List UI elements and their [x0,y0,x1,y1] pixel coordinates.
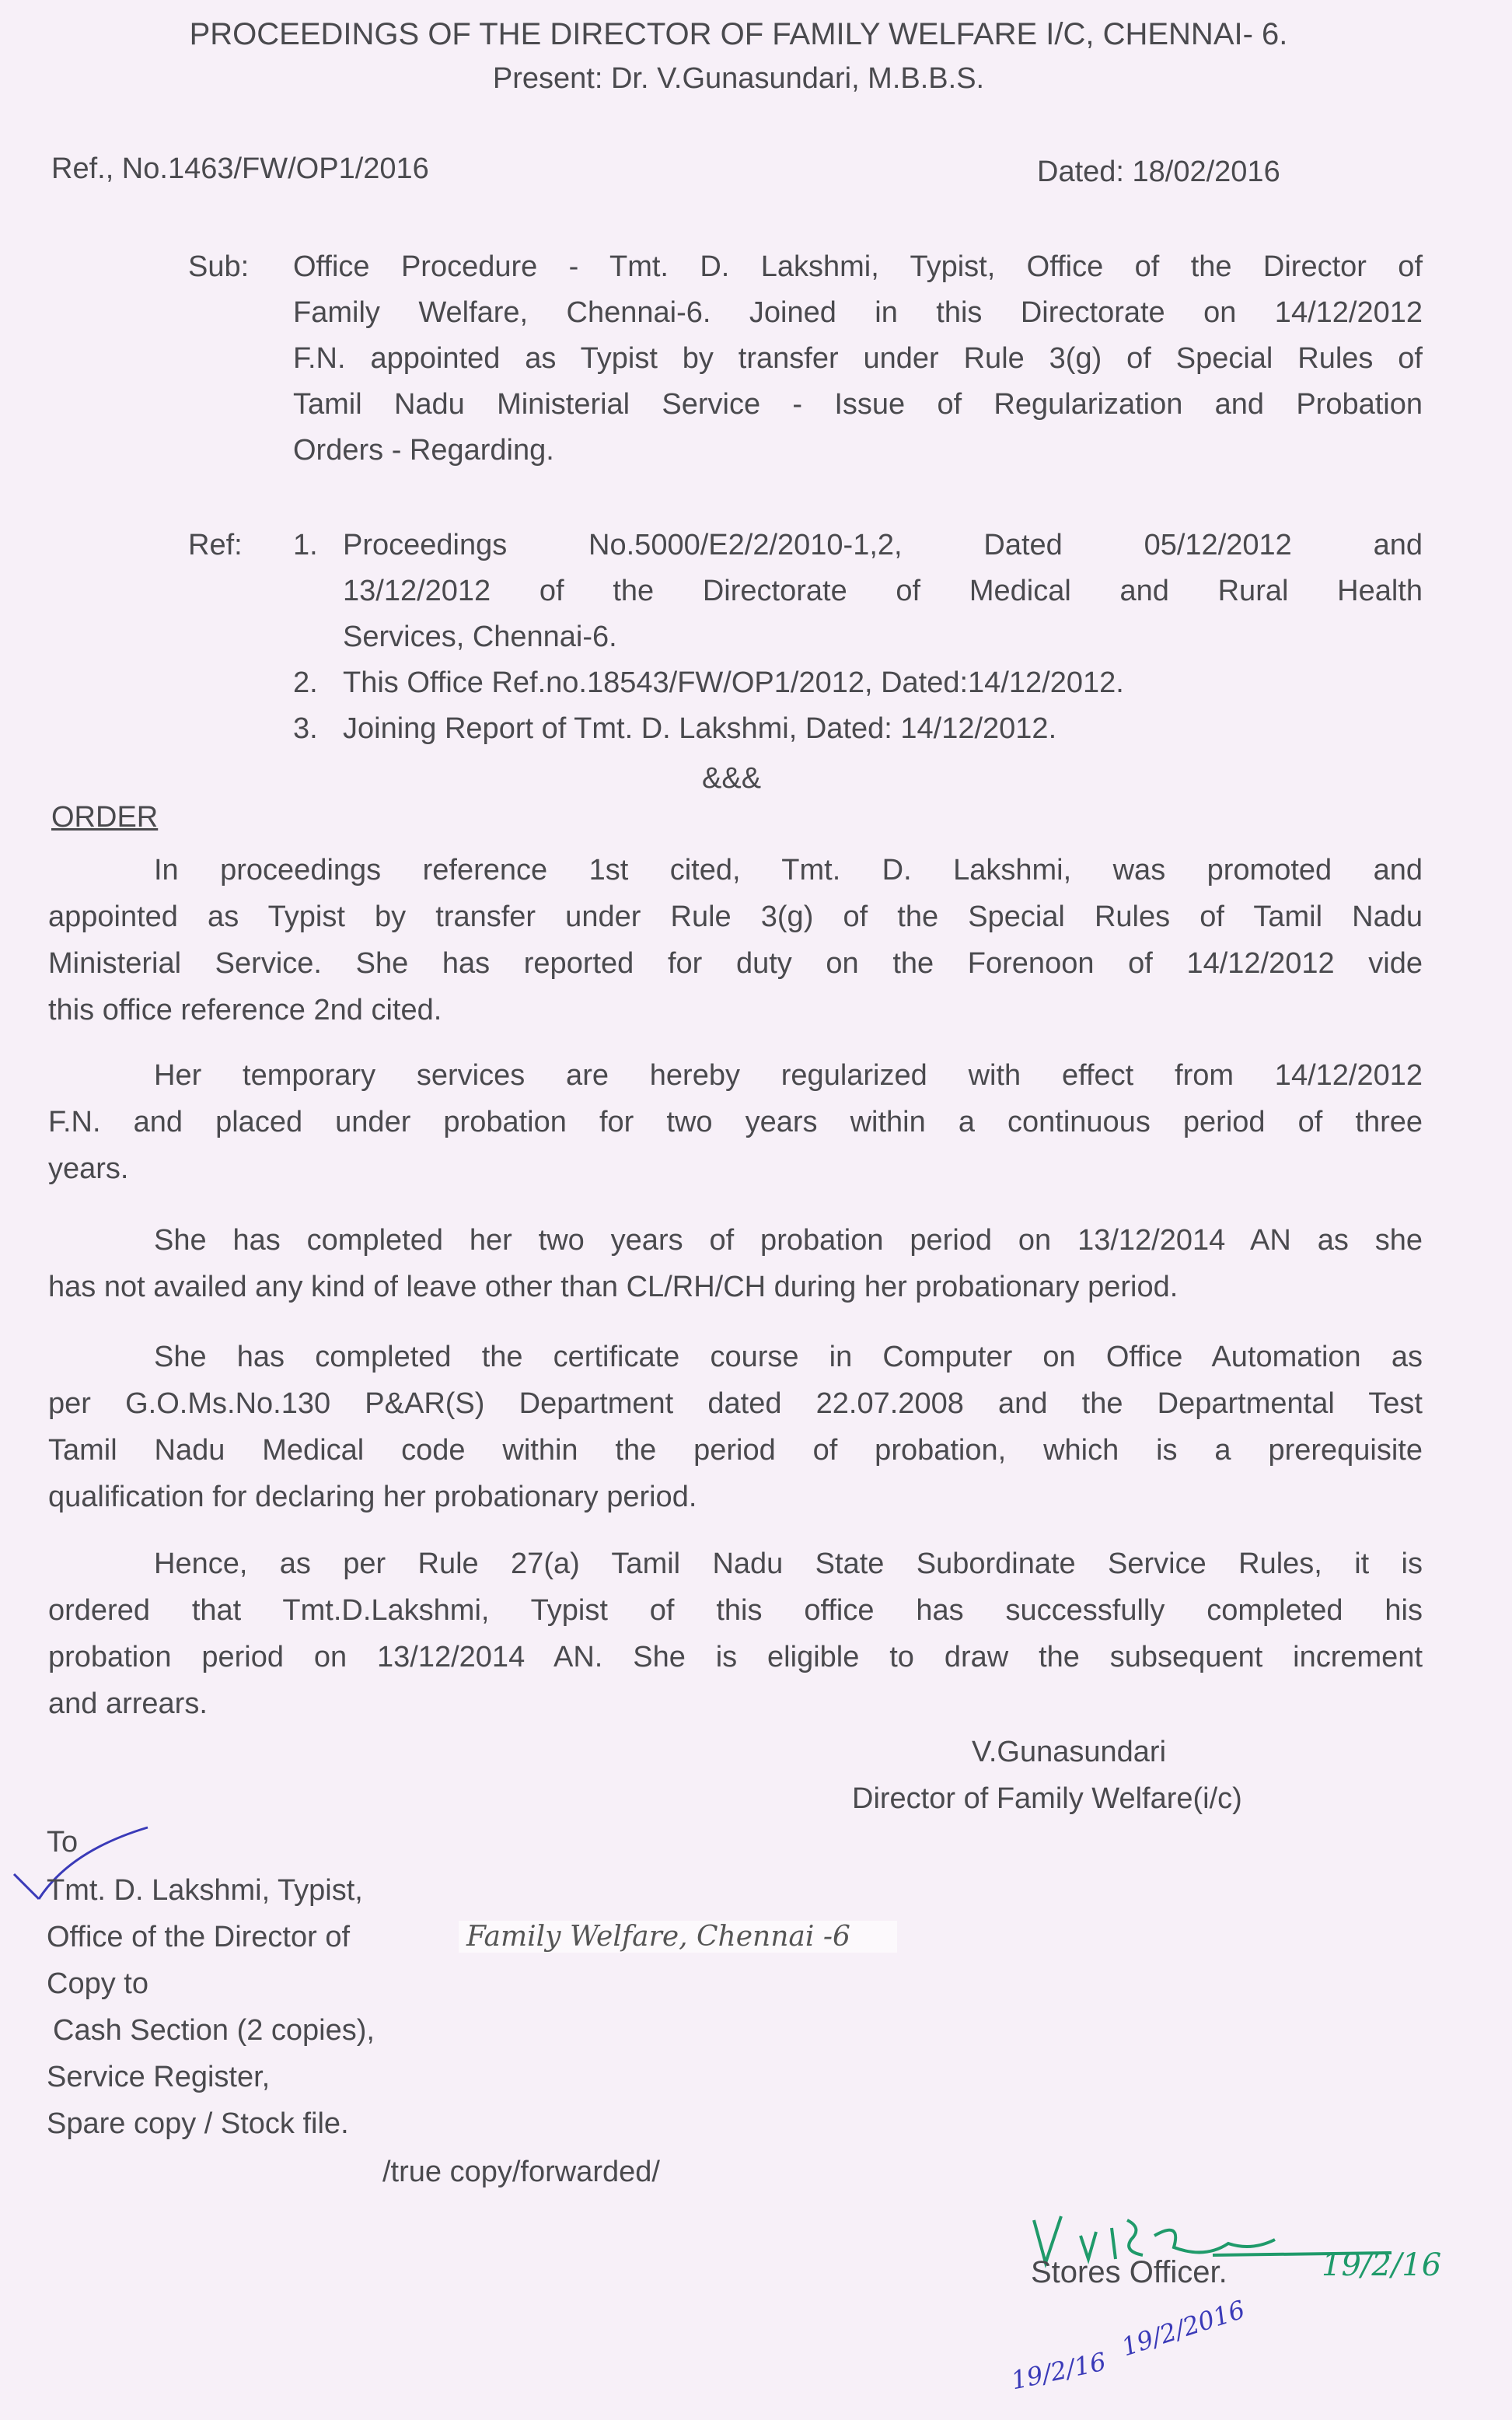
text-line: In proceedings reference 1st cited, Tmt. D. Lakshmi, was promoted and [154,854,1423,887]
reference-number: Ref., No.1463/FW/OP1/2016 [51,152,429,185]
text-line: 13/12/2012 of the Directorate of Medical and Rural Health [343,575,1423,607]
text-line: and arrears. [48,1687,208,1720]
text-line: F.N. appointed as Typist by transfer under Rule 3(g) of Special Rules of [293,342,1423,375]
addressee-office: Office of the Director of [47,1921,351,1953]
text-line: Hence, as per Rule 27(a) Tamil Nadu State Subordinate Service Rules, it is [154,1547,1423,1580]
copy-recipient: Cash Section (2 copies), [53,2014,375,2047]
text-line: F.N. and placed under probation for two years within a continuous period of three [48,1106,1423,1138]
text-line: She has completed her two years of probation period on 13/12/2014 AN as she [154,1224,1423,1257]
text-line: Tamil Nadu Medical code within the period of probation, which is a prerequisite [48,1434,1423,1467]
text-line: this office reference 2nd cited. [48,994,442,1026]
copy-recipient: Service Register, [47,2061,271,2093]
text-line: This Office Ref.no.18543/FW/OP1/2012, Dated:14/12/2012. [343,666,1124,699]
handwritten-initial-date: 19/2/16 [1008,2346,1109,2396]
copy-to-label: Copy to [47,1967,148,2000]
handwritten-date: 19/2/16 [1322,2247,1442,2283]
text-line: appointed as Typist by transfer under Rule 3(g) of the Special Rules of Tamil Nadu [48,901,1423,933]
text-line: Proceedings No.5000/E2/2/2010-1,2, Dated 05/12/2012 and [343,529,1423,561]
references-label: Ref: [188,529,243,561]
to-label: To [47,1826,79,1859]
text-line: per G.O.Ms.No.130 P&AR(S) Department dated 22.07.2008 and the Departmental Test [48,1387,1423,1420]
text-line: has not availed any kind of leave other than CL/RH/CH during her probationary period. [48,1271,1179,1303]
text-line: She has completed the certificate course in Computer on Office Automation as [154,1341,1423,1373]
handwritten-initial-date: 19/2/2016 [1118,2294,1248,2362]
signatory-name: V.Gunasundari [972,1736,1167,1768]
subject-label: Sub: [188,250,250,283]
text-line: Joining Report of Tmt. D. Lakshmi, Dated: 14/12/2012. [343,712,1057,745]
text-line: Services, Chennai-6. [343,621,617,653]
reference-number: 2. [293,666,318,699]
text-line: Ministerial Service. She has reported for duty on the Forenoon of 14/12/2012 vide [48,947,1423,980]
true-copy-note: /true copy/forwarded/ [382,2156,660,2188]
text-line: probation period on 13/12/2014 AN. She is eligible to draw the subsequent increment [48,1641,1423,1673]
text-line: Tamil Nadu Ministerial Service - Issue of Regularization and Probation [293,388,1423,421]
document-title: PROCEEDINGS OF THE DIRECTOR OF FAMILY WELFARE I/C, CHENNAI- 6. [189,17,1288,51]
signatory-designation: Director of Family Welfare(i/c) [852,1782,1242,1815]
text-line: Family Welfare, Chennai-6. Joined in this Directorate on 14/12/2012 [293,296,1423,329]
order-heading: ORDER [51,801,159,834]
text-line: ordered that Tmt.D.Lakshmi, Typist of this office has successfully completed his [48,1594,1423,1627]
handwritten-office-location: Family Welfare, Chennai -6 [459,1921,897,1953]
text-line: Office Procedure - Tmt. D. Lakshmi, Typist, Office of the Director of [293,250,1423,283]
stores-officer-label: Stores Officer. [1031,2255,1227,2289]
text-line: qualification for declaring her probationary period. [48,1481,697,1513]
text-line: Orders - Regarding. [293,434,554,467]
present-line: Present: Dr. V.Gunasundari, M.B.B.S. [492,62,985,95]
text-line: Her temporary services are hereby regularized with effect from 14/12/2012 [154,1059,1423,1092]
addressee: Tmt. D. Lakshmi, Typist, [47,1874,363,1907]
copy-recipient: Spare copy / Stock file. [47,2107,349,2140]
reference-number: 1. [293,529,318,561]
text-line: years. [48,1152,129,1185]
reference-number: 3. [293,712,318,745]
separator: &&& [702,762,762,795]
dated: Dated: 18/02/2016 [1037,156,1280,188]
